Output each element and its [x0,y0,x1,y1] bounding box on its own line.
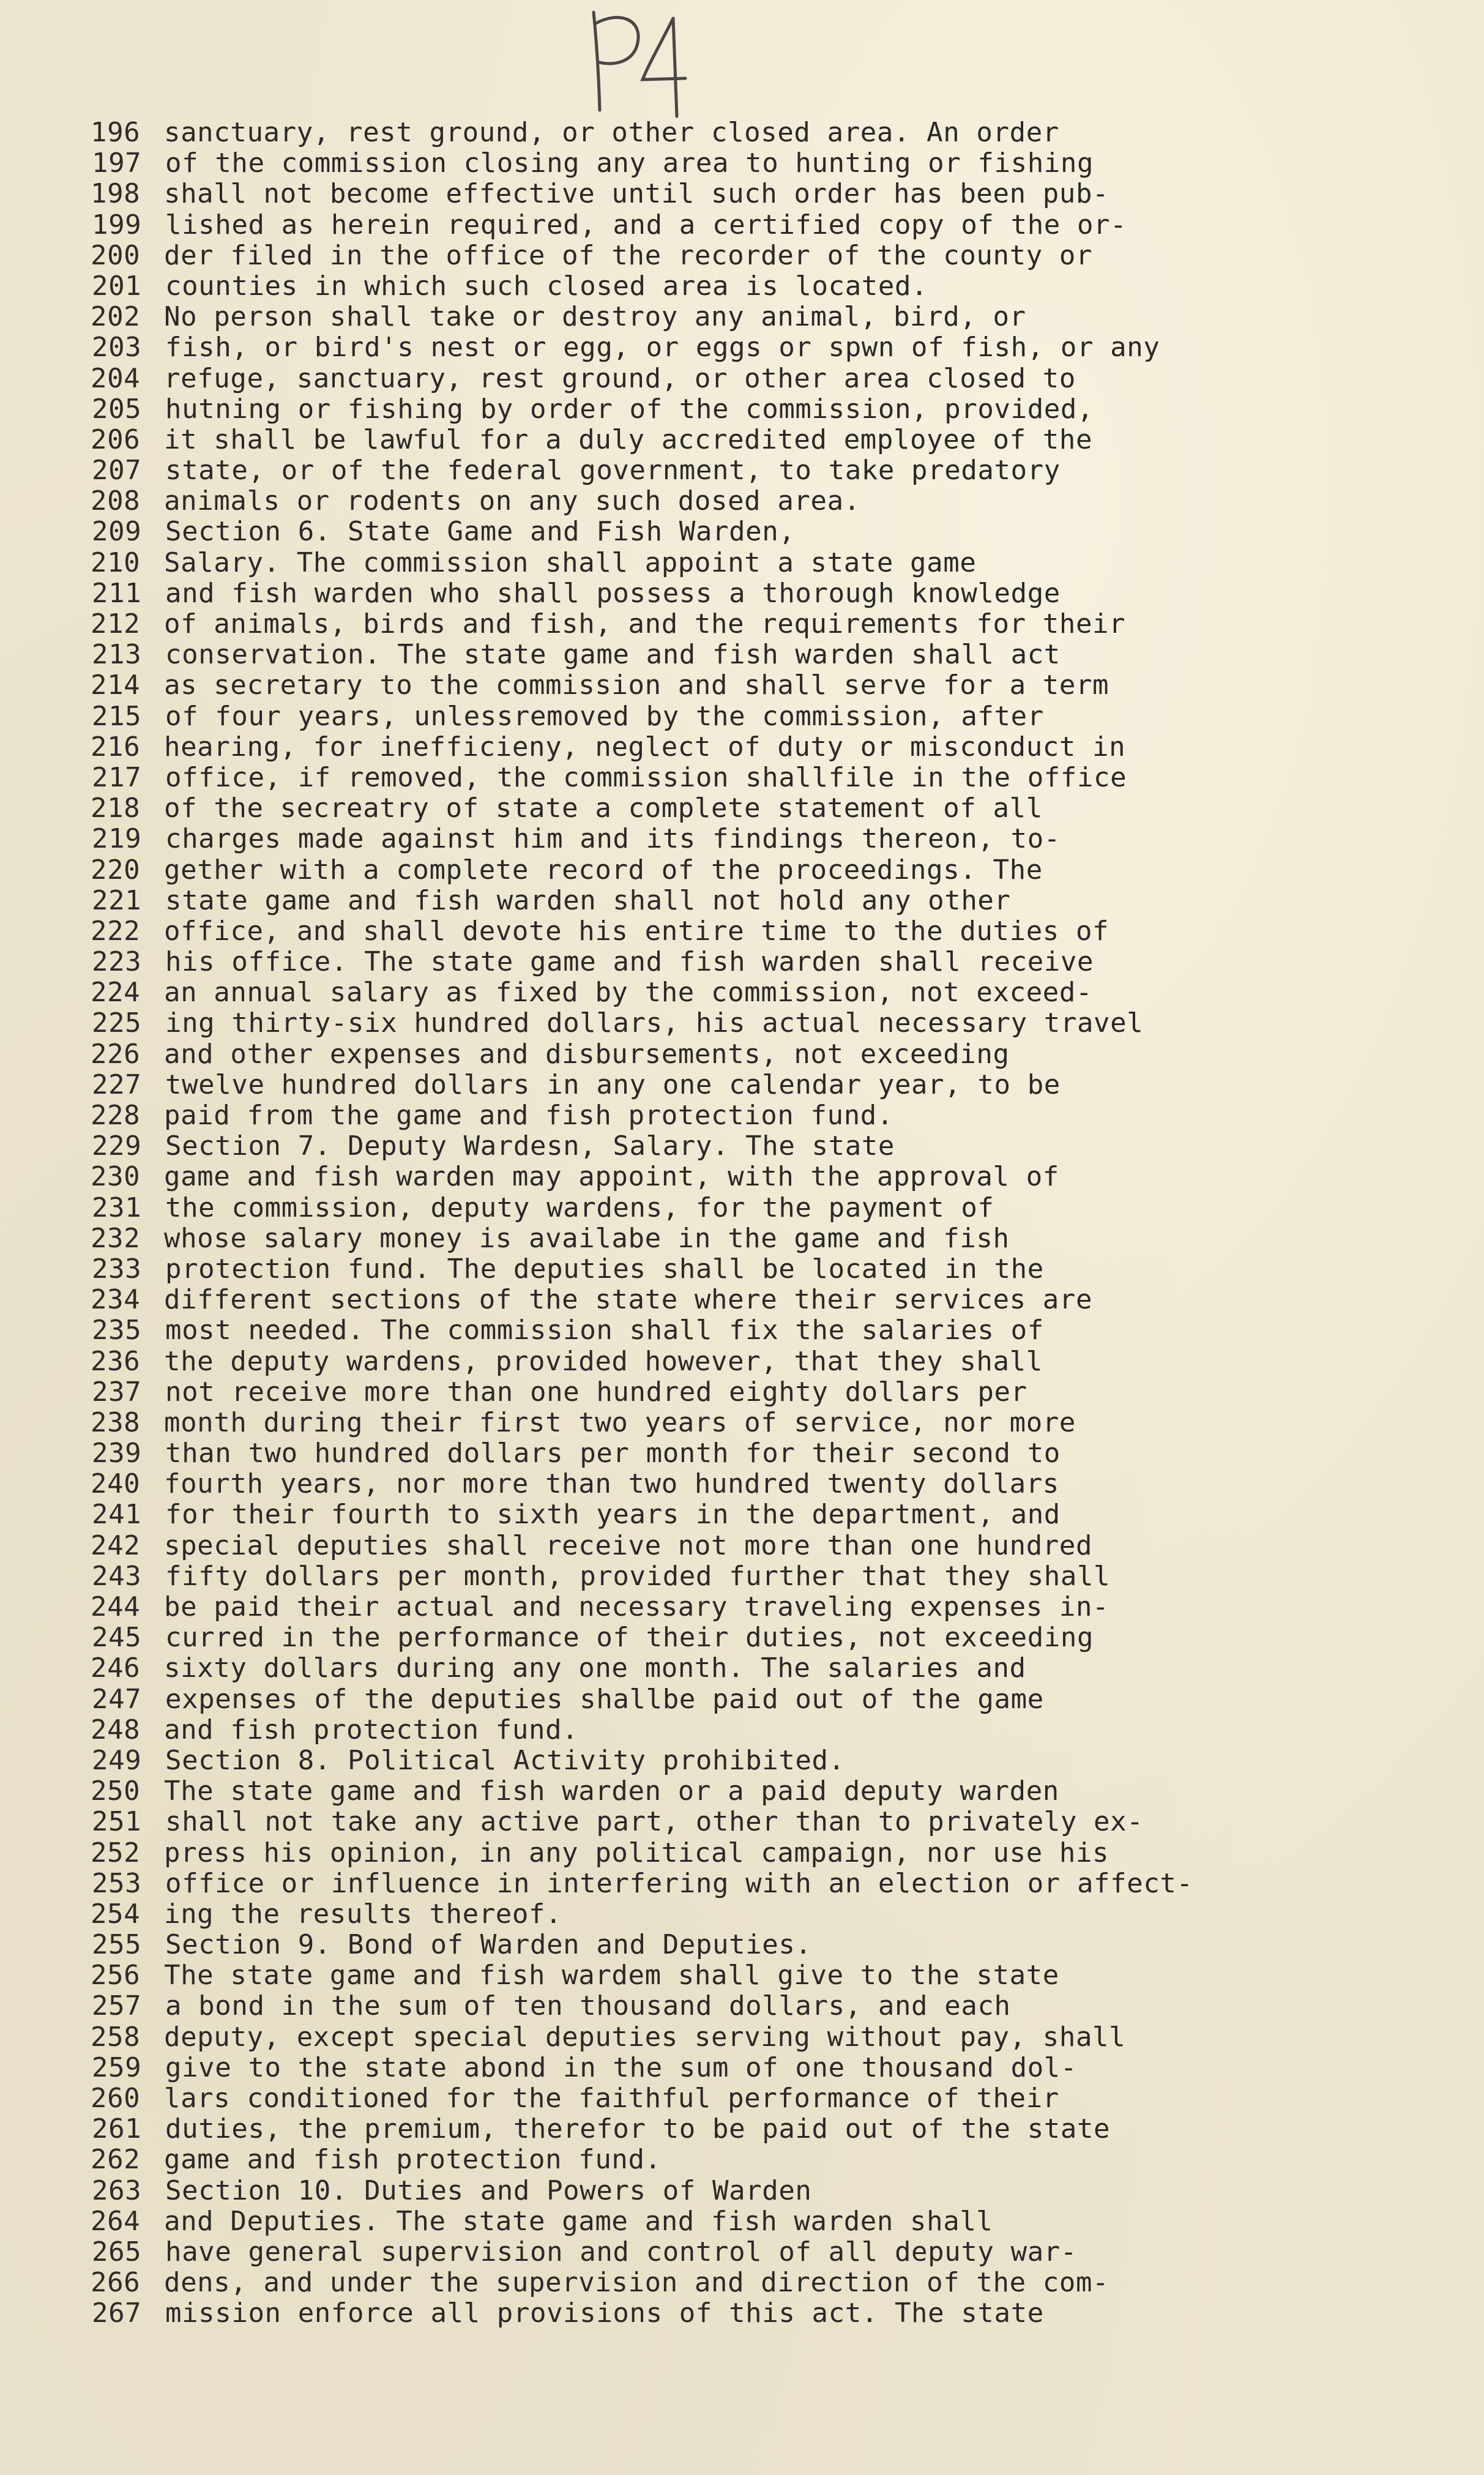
line-text: The state game and fish warden or a paid deputy warden [164,1775,1059,1807]
line-number: 260 [91,2083,141,2114]
line-number: 226 [91,1038,141,1070]
line-text: month during their first two years of service, nor more [164,1406,1076,1438]
line-number: 213 [92,639,142,671]
line-number: 202 [91,301,141,333]
line-number: 247 [92,1683,142,1715]
line-text: mission enforce all provisions of this act. The state [165,2298,1044,2329]
line-text: fifty dollars per month, provided further that they shall [165,1560,1111,1592]
line-text: and other expenses and disbursements, not exceeding [164,1038,1010,1070]
text-line [92,824,1438,854]
line-number: 223 [92,946,142,978]
text-line [92,1131,1438,1162]
text-line [91,732,1437,763]
line-number: 208 [91,485,141,517]
line-text: fish, or bird's nest or egg, or eggs or spwn of fish, or any [165,332,1160,364]
text-line [92,2053,1438,2083]
text-line [91,548,1437,578]
line-text: curred in the performance of their duties, not exceeding [165,1622,1094,1654]
line-text: of the secreatry of state a complete statement of all [164,793,1043,824]
line-text: state game and fish warden shall not hold any other [165,884,1011,916]
line-number: 254 [91,1898,141,1930]
text-line [92,1070,1438,1100]
text-line [91,1653,1437,1684]
text-line [91,302,1437,332]
text-line [92,1930,1438,1960]
text-line [91,1899,1437,1930]
line-number: 251 [92,1806,142,1838]
text-line [91,855,1437,886]
line-text: shall not take any active part, other than to privately ex- [165,1806,1144,1838]
text-line [91,609,1437,640]
line-number: 236 [91,1345,141,1377]
line-text: hutning or fishing by order of the commission, provided, [165,393,1094,425]
text-line [92,1991,1438,2021]
line-number: 207 [92,455,142,487]
line-number: 232 [91,1222,141,1254]
line-number: 215 [92,700,142,732]
line-text: have general supervision and control of all deputy war- [165,2236,1077,2268]
line-text: twelve hundred dollars in any one calendar year, to be [165,1069,1061,1100]
text-line [91,1223,1437,1254]
line-text: der filed in the office of the recorder of the county or [164,239,1093,271]
line-number: 219 [92,823,142,855]
text-line [92,1868,1438,1899]
text-line [91,179,1437,209]
text-line [91,364,1437,394]
line-number: 266 [91,2267,141,2299]
line-number: 220 [91,854,141,886]
line-text: game and fish protection fund. [164,2144,662,2176]
text-line [92,578,1438,609]
line-text: not receive more than one hundred eighty dollars per [165,1376,1027,1408]
text-line [92,394,1438,425]
line-text: ing the results thereof. [164,1898,562,1930]
line-number: 198 [91,178,141,210]
text-line [92,1377,1438,1408]
line-text: of animals, birds and fish, and the requirements for their [164,608,1126,640]
text-line [91,2268,1437,2298]
line-text: Salary. The commission shall appoint a state game [164,547,977,578]
line-number: 267 [92,2298,142,2329]
line-number: 229 [92,1130,142,1162]
line-text: most needed. The commission shall fix the salaries of [165,1315,1044,1346]
text-line [92,1008,1438,1039]
text-line [92,763,1438,793]
text-line [92,1193,1438,1223]
line-number: 249 [92,1744,142,1776]
text-line [91,1776,1437,1807]
line-text: the commission, deputy wardens, for the payment of [165,1192,994,1223]
text-line [91,118,1437,148]
line-number: 241 [92,1499,142,1531]
line-text: conservation. The state game and fish warden shall act [165,639,1061,671]
text-line [91,1592,1437,1622]
line-text: for their fourth to sixth years in the department, and [165,1499,1061,1531]
line-number: 262 [91,2144,141,2176]
text-line [92,1622,1438,1653]
text-line [92,455,1438,486]
line-text: refuge, sanctuary, rest ground, or other area closed to [164,362,1076,394]
text-line [91,2145,1437,2175]
text-line [92,1684,1438,1715]
line-text: and fish warden who shall possess a thorough knowledge [165,577,1061,609]
line-text: sanctuary, rest ground, or other closed area. An order [164,117,1059,148]
line-text: ing thirty-six hundred dollars, his actual necessary travel [165,1007,1144,1039]
text-line [92,886,1438,916]
line-number: 221 [92,884,142,916]
text-line [92,1499,1438,1530]
line-number: 264 [91,2205,141,2237]
text-line [92,1561,1438,1592]
line-number: 238 [91,1406,141,1438]
line-text: special deputies shall receive not more than one hundred [164,1529,1093,1561]
text-line [91,2206,1437,2237]
text-line [91,1039,1437,1070]
line-number: 259 [92,2051,142,2083]
line-number: 261 [92,2113,142,2145]
line-text: and Deputies. The state game and fish warden shall [164,2205,993,2237]
line-text: a bond in the sum of ten thousand dollars, and each [165,1990,1011,2022]
text-line [91,2083,1437,2114]
line-text: different sections of the state where their services are [164,1284,1093,1316]
line-number: 258 [91,2021,141,2053]
line-number: 210 [91,547,141,578]
line-number: 230 [91,1161,141,1193]
line-number: 212 [91,608,141,640]
line-number: 265 [92,2236,142,2268]
text-line [91,1531,1437,1561]
text-line [91,241,1437,271]
text-line [91,793,1437,824]
line-number: 253 [92,1867,142,1899]
line-text: whose salary money is availabe in the game and fish [164,1222,1010,1254]
text-line [91,425,1437,455]
text-line [91,1408,1437,1438]
line-number: 244 [91,1591,141,1622]
line-number: 222 [91,915,141,947]
line-text: be paid their actual and necessary traveling expenses in- [164,1591,1109,1622]
line-text: an annual salary as fixed by the commission, not exceed- [164,977,1093,1009]
line-number: 257 [92,1990,142,2022]
text-line [92,2237,1438,2268]
line-text: deputy, except special deputies serving without pay, shall [164,2021,1126,2053]
line-number: 204 [91,362,141,394]
line-text: Section 6. State Game and Fish Warden, [165,516,796,548]
text-line [91,1469,1437,1499]
line-number: 228 [91,1100,141,1131]
line-number: 216 [91,731,141,763]
line-number: 231 [92,1192,142,1223]
line-text: animals or rodents on any such dosed area. [164,485,860,517]
line-number: 246 [91,1652,141,1684]
line-text: Section 7. Deputy Wardesn, Salary. The state [165,1130,895,1162]
text-line [92,1807,1438,1837]
typed-text-lines [92,118,1438,2329]
line-text: gether with a complete record of the proceedings. The [164,854,1043,886]
text-line [92,271,1438,302]
line-number: 196 [91,117,141,148]
line-text: office, and shall devote his entire time to the duties of [164,915,1109,947]
line-number: 201 [92,270,142,302]
line-number: 218 [91,793,141,824]
line-number: 256 [91,1960,141,1992]
line-text: expenses of the deputies shallbe paid out of the game [165,1683,1044,1715]
line-text: No person shall take or destroy any animal, bird, or [164,301,1026,333]
line-text: shall not become effective until such order has been pub- [164,178,1109,210]
line-number: 240 [91,1468,141,1500]
line-text: lars conditioned for the faithful performance of their [164,2083,1059,2114]
text-line [92,2298,1438,2329]
line-number: 203 [92,332,142,364]
text-line [92,1254,1438,1285]
line-text: duties, the premium, therefor to be paid out of the state [165,2113,1111,2145]
line-number: 227 [92,1069,142,1100]
line-number: 209 [92,516,142,548]
line-number: 250 [91,1775,141,1807]
line-text: office, if removed, the commission shallfile in the office [165,761,1127,793]
line-text: sixty dollars during any one month. The salaries and [164,1652,1026,1684]
line-text: Section 10. Duties and Powers of Warden [165,2174,812,2206]
text-line [92,1438,1438,1469]
line-number: 200 [91,239,141,271]
line-text: counties in which such closed area is located. [165,270,928,302]
line-number: 248 [91,1714,141,1745]
text-line [91,1715,1437,1745]
line-number: 243 [92,1560,142,1592]
text-line [91,1960,1437,1991]
line-number: 237 [92,1376,142,1408]
text-line [91,1162,1437,1192]
line-text: and fish protection fund. [164,1714,579,1745]
line-text: it shall be lawful for a duly accredited employee of the [164,424,1093,455]
text-line [91,916,1437,947]
line-text: paid from the game and fish protection fund. [164,1100,893,1131]
line-number: 225 [92,1007,142,1039]
line-text: charges made against him and its findings thereon, to- [165,823,1061,855]
text-line [92,2114,1438,2145]
line-text: press his opinion, in any political campaign, nor use his [164,1837,1109,1868]
line-number: 211 [92,577,142,609]
text-line [91,1100,1437,1131]
text-line [92,1315,1438,1346]
line-number: 239 [92,1438,142,1469]
text-line [92,148,1438,179]
line-number: 206 [91,424,141,455]
line-text: protection fund. The deputies shall be located in the [165,1253,1044,1285]
line-number: 197 [92,147,142,179]
line-number: 217 [92,761,142,793]
line-text: the deputy wardens, provided however, that they shall [164,1345,1043,1377]
line-number: 255 [92,1929,142,1961]
text-line [92,210,1438,241]
text-line [92,947,1438,977]
line-text: fourth years, nor more than two hundred twenty dollars [164,1468,1059,1500]
text-line [92,701,1438,732]
line-number: 242 [91,1529,141,1561]
line-text: Section 8. Political Activity prohibited. [165,1744,845,1776]
line-text: his office. The state game and fish warden shall receive [165,946,1094,978]
line-text: give to the state abond in the sum of one thousand dol- [165,2051,1077,2083]
line-number: 252 [91,1837,141,1868]
text-line [91,1346,1437,1377]
line-text: as secretary to the commission and shall serve for a term [164,670,1109,701]
line-text: of the commission closing any area to hunting or fishing [165,147,1094,179]
handwritten-page-number-mark-icon [581,6,698,122]
text-line [91,670,1437,701]
text-line [91,486,1437,517]
line-text: hearing, for inefficieny, neglect of duty or misconduct in [164,731,1126,763]
line-text: of four years, unlessremoved by the commission, after [165,700,1044,732]
line-number: 233 [92,1253,142,1285]
text-line [91,2022,1437,2053]
line-text: game and fish warden may appoint, with the approval of [164,1161,1059,1193]
line-number: 235 [92,1315,142,1346]
line-number: 245 [92,1622,142,1654]
line-text: The state game and fish wardem shall give to the state [164,1960,1059,1992]
text-line [92,332,1438,363]
text-line [91,1285,1437,1315]
line-number: 224 [91,977,141,1009]
line-text: Section 9. Bond of Warden and Deputies. [165,1929,812,1961]
line-text: office or influence in interfering with an election or affect- [165,1867,1193,1899]
text-line [92,1745,1438,1776]
line-number: 199 [92,209,142,241]
text-line [91,1838,1437,1868]
text-line [92,517,1438,547]
text-line [92,2176,1438,2206]
text-line [91,977,1437,1008]
line-text: dens, and under the supervision and direction of the com- [164,2267,1109,2299]
line-number: 214 [91,670,141,701]
line-number: 205 [92,393,142,425]
line-number: 263 [92,2174,142,2206]
line-text: than two hundred dollars per month for their second to [165,1438,1061,1469]
line-text: lished as herein required, and a certified copy of the or- [165,209,1127,241]
text-line [92,640,1438,670]
line-text: state, or of the federal government, to take predatory [165,455,1061,487]
line-number: 234 [91,1284,141,1316]
